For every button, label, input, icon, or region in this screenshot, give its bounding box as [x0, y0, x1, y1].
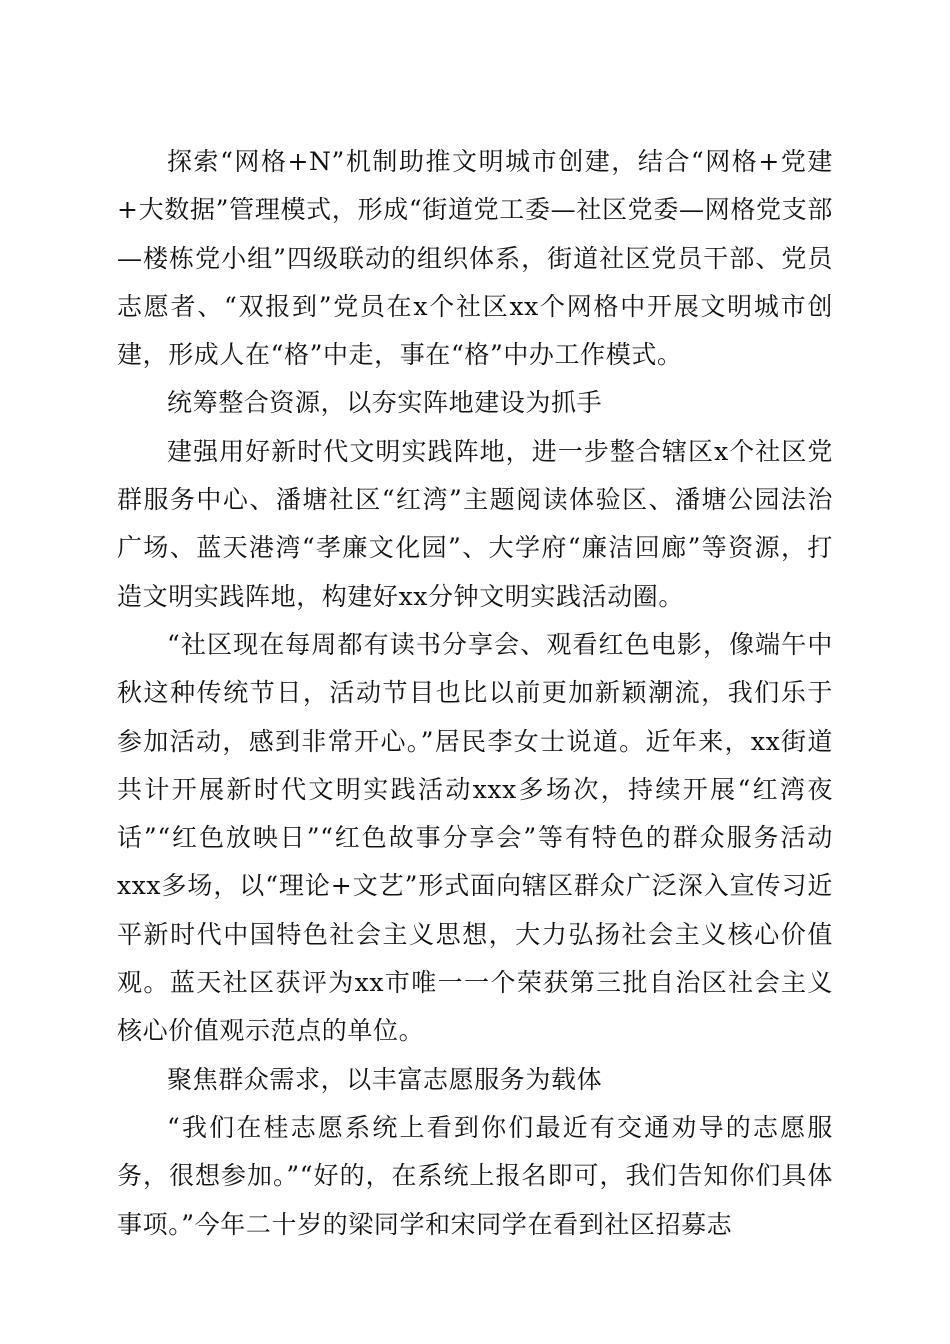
subheading-integrate-resources: 统筹整合资源，以夯实阵地建设为抓手 [167, 388, 603, 418]
document-body [117, 138, 833, 1249]
subheading-volunteer-service: 聚焦群众需求，以丰富志愿服务为载体 [167, 1064, 603, 1094]
paragraph-volunteer-signup: “我们在桂志愿系统上看到你们最近有交通劝导的志愿服务，很想参加。”“好的，在系统上报名即可，我们告知你们具体事项。”今年二十岁的梁同学和宋同学在看到社区招募志 [117, 1112, 833, 1239]
paragraph-practice-positions: 建强用好新时代文明实践阵地，进一步整合辖区x个社区党群服务中心、潘塘社区“红湾”主题阅读体验区、潘塘公园法治广场、蓝天港湾“孝廉文化园”、大学府“廉洁回廊”等资源，打造文明实践阵地，构建好xx分钟文明实践活动圈。 [117, 436, 833, 611]
paragraph-community-activities: “社区现在每周都有读书分享会、观看红色电影，像端午中秋这种传统节日，活动节目也比以前更加新颖潮流，我们乐于参加活动，感到非常开心。”居民李女士说道。近年来，xx街道共计开展新时代文明实践活动xxx多场次，持续开展“红湾夜话”“红色放映日”“红色故事分享会”等有特色的群众服务活动xxx多场，以“理论+文艺”形式面向辖区群众广泛深入宣传习近平新时代中国特色社会主义思想，大力弘扬社会主义核心价值观。蓝天社区获评为xx市唯一一个荣获第三批自治区社会主义核心价值观示范点的单位。 [117, 629, 833, 1046]
paragraph-grid-civilization: 探索“网格+N”机制助推文明城市创建，结合“网格+党建+大数据”管理模式，形成“街道党工委—社区党委—网格党支部—楼栋党小组”四级联动的组织体系，街道社区党员干部、党员志愿者、“双报到”党员在x个社区xx个网格中开展文明城市创建，形成人在“格”中走，事在“格”中办工作模式。 [117, 147, 833, 370]
